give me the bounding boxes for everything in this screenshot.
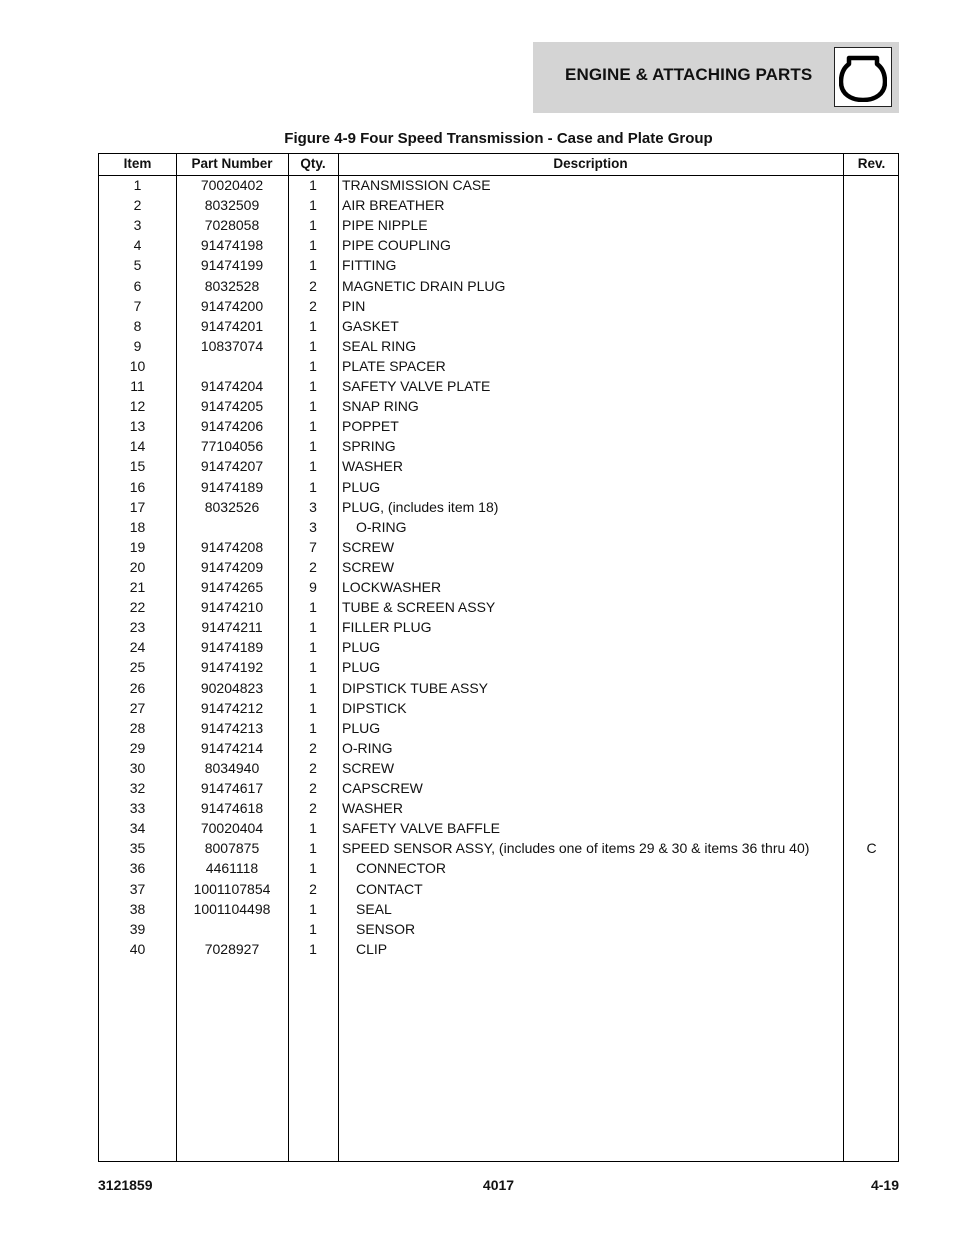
qty-cell: 3 bbox=[309, 498, 317, 515]
rev-cell bbox=[843, 919, 900, 939]
table-row bbox=[99, 235, 898, 255]
description-cell: PLATE SPACER bbox=[342, 357, 446, 374]
rev-cell bbox=[843, 276, 900, 296]
part-number-cell: 91474198 bbox=[200, 237, 264, 254]
description-cell: PIN bbox=[342, 297, 366, 314]
table-row bbox=[99, 215, 898, 235]
column-header-rev: Rev. bbox=[857, 156, 886, 171]
qty-cell: 1 bbox=[309, 398, 317, 415]
qty-cell: 1 bbox=[309, 378, 317, 394]
description-cell: AIR BREATHER bbox=[342, 197, 445, 214]
qty-cell: 1 bbox=[309, 197, 317, 214]
item-cell: 23 bbox=[129, 619, 146, 636]
qty-cell: 1 bbox=[309, 699, 317, 716]
item-cell: 8 bbox=[133, 317, 142, 334]
part-number-cell: 7028927 bbox=[204, 940, 260, 957]
part-number-cell: 91474209 bbox=[200, 558, 264, 575]
rev-cell bbox=[843, 879, 900, 899]
description-cell: PLUG, (includes item 18) bbox=[342, 498, 499, 515]
description-cell: DIPSTICK TUBE ASSY bbox=[342, 679, 489, 696]
item-cell: 34 bbox=[129, 820, 146, 837]
qty-cell: 2 bbox=[309, 277, 317, 294]
item-cell: 19 bbox=[129, 538, 146, 555]
rev-cell bbox=[843, 215, 900, 235]
part-number-cell: 91474214 bbox=[200, 739, 264, 756]
item-cell: 11 bbox=[130, 378, 145, 394]
qty-cell: 1 bbox=[309, 418, 317, 435]
item-cell: 36 bbox=[129, 860, 146, 877]
description-cell: SAFETY VALVE BAFFLE bbox=[342, 820, 500, 837]
qty-cell: 2 bbox=[309, 780, 317, 796]
rev-cell bbox=[843, 577, 900, 597]
part-number-cell: 4461118 bbox=[205, 860, 259, 877]
qty-cell: 7 bbox=[309, 538, 317, 555]
qty-cell: 1 bbox=[309, 840, 317, 857]
table-row bbox=[99, 557, 898, 577]
part-number-cell: 91474213 bbox=[200, 719, 264, 736]
qty-cell: 2 bbox=[309, 739, 317, 756]
rev-cell bbox=[843, 175, 900, 195]
description-cell: CAPSCREW bbox=[342, 780, 423, 796]
footer-page-number: 4-19 bbox=[870, 1177, 899, 1193]
description-cell: WASHER bbox=[342, 458, 403, 475]
item-cell: 10 bbox=[129, 357, 146, 374]
part-number-cell: 91474204 bbox=[200, 378, 264, 394]
description-cell: SEAL bbox=[356, 900, 392, 917]
part-number-cell: 90204823 bbox=[200, 679, 264, 696]
description-cell: SEAL RING bbox=[342, 337, 417, 354]
qty-cell: 2 bbox=[309, 297, 317, 314]
rev-cell bbox=[843, 738, 900, 758]
part-number-cell: 91474206 bbox=[200, 418, 264, 435]
part-number-cell: 77104056 bbox=[200, 438, 264, 455]
table-row bbox=[99, 416, 898, 436]
qty-cell: 1 bbox=[309, 337, 317, 354]
item-cell: 40 bbox=[129, 940, 146, 957]
part-number-cell: 1001104498 bbox=[193, 900, 271, 917]
table-row bbox=[99, 336, 898, 356]
item-cell: 28 bbox=[129, 719, 146, 736]
table-row bbox=[99, 497, 898, 517]
description-cell: CONTACT bbox=[356, 880, 423, 897]
part-number-cell: 91474207 bbox=[200, 458, 264, 475]
part-number-cell: 1001107854 bbox=[193, 880, 271, 897]
qty-cell: 1 bbox=[309, 317, 317, 334]
table-row bbox=[99, 195, 898, 215]
part-number-cell: 91474208 bbox=[200, 538, 264, 555]
table-row bbox=[99, 798, 898, 818]
item-cell: 3 bbox=[133, 217, 142, 234]
table-row bbox=[99, 899, 898, 919]
item-cell: 7 bbox=[133, 297, 142, 314]
item-cell: 12 bbox=[129, 398, 146, 415]
qty-cell: 2 bbox=[309, 880, 317, 897]
description-cell: SCREW bbox=[342, 538, 395, 555]
description-cell: SAFETY VALVE PLATE bbox=[342, 378, 491, 394]
rev-cell bbox=[843, 798, 900, 818]
table-row bbox=[99, 678, 898, 698]
table-row bbox=[99, 617, 898, 637]
part-number-cell bbox=[176, 356, 288, 376]
section-header bbox=[533, 42, 899, 113]
item-cell: 22 bbox=[129, 599, 146, 616]
table-row bbox=[99, 255, 898, 275]
description-cell: SPRING bbox=[342, 438, 396, 455]
qty-cell: 1 bbox=[309, 719, 317, 736]
rev-cell bbox=[843, 939, 900, 959]
qty-cell: 1 bbox=[309, 438, 317, 455]
item-cell: 5 bbox=[133, 257, 142, 274]
description-cell: O-RING bbox=[356, 518, 407, 535]
part-number-cell: 70020402 bbox=[200, 177, 264, 193]
table-row bbox=[99, 597, 898, 617]
item-cell: 13 bbox=[129, 418, 146, 435]
description-cell: PLUG bbox=[342, 478, 381, 495]
description-cell: FITTING bbox=[342, 257, 397, 274]
part-number-cell: 91474201 bbox=[200, 317, 264, 334]
table-row bbox=[99, 858, 898, 878]
part-number-cell: 7028058 bbox=[204, 217, 260, 234]
description-cell: MAGNETIC DRAIN PLUG bbox=[342, 277, 506, 294]
rev-cell: C bbox=[866, 840, 877, 857]
rev-cell bbox=[843, 698, 900, 718]
rev-cell bbox=[843, 456, 900, 476]
description-cell: POPPET bbox=[342, 418, 399, 435]
table-row bbox=[99, 637, 898, 657]
table-row bbox=[99, 175, 898, 195]
part-number-cell: 8032526 bbox=[204, 498, 260, 515]
item-cell: 16 bbox=[129, 478, 146, 495]
qty-cell: 1 bbox=[309, 679, 317, 696]
qty-cell: 2 bbox=[309, 759, 317, 776]
part-number-cell bbox=[176, 517, 288, 537]
table-row bbox=[99, 376, 898, 396]
qty-cell: 1 bbox=[309, 458, 317, 475]
table-row bbox=[99, 778, 898, 798]
rev-cell bbox=[843, 296, 900, 316]
description-cell: SNAP RING bbox=[342, 398, 419, 415]
rev-cell bbox=[843, 255, 900, 275]
rev-cell bbox=[843, 376, 900, 396]
table-row bbox=[99, 718, 898, 738]
section-title: ENGINE & ATTACHING PARTS bbox=[565, 65, 813, 84]
part-number-cell: 91474200 bbox=[200, 297, 264, 314]
table-row bbox=[99, 939, 898, 959]
part-number-cell: 91474189 bbox=[200, 639, 264, 656]
part-number-cell: 91474212 bbox=[200, 699, 264, 716]
rev-cell bbox=[843, 678, 900, 698]
rev-cell bbox=[843, 316, 900, 336]
table-row bbox=[99, 879, 898, 899]
rev-cell bbox=[843, 195, 900, 215]
part-number-cell: 91474618 bbox=[200, 800, 264, 817]
qty-cell: 1 bbox=[309, 478, 317, 495]
rev-cell bbox=[843, 537, 900, 557]
figure-title: Figure 4-9 Four Speed Transmission - Case and Plate Group bbox=[284, 130, 713, 147]
item-cell: 24 bbox=[129, 639, 146, 656]
item-cell: 37 bbox=[129, 880, 146, 897]
rev-cell bbox=[843, 356, 900, 376]
item-cell: 1 bbox=[133, 177, 142, 193]
item-cell: 15 bbox=[129, 458, 146, 475]
description-cell: PIPE COUPLING bbox=[342, 237, 451, 254]
table-row bbox=[99, 537, 898, 557]
part-number-cell: 91474617 bbox=[200, 780, 264, 796]
part-number-cell: 10837074 bbox=[200, 337, 264, 354]
part-number-cell: 91474199 bbox=[200, 257, 264, 274]
qty-cell: 1 bbox=[309, 659, 317, 676]
qty-cell: 1 bbox=[309, 639, 317, 656]
column-header-qty: Qty. bbox=[300, 156, 326, 171]
part-number-cell: 91474192 bbox=[200, 659, 264, 676]
description-cell: FILLER PLUG bbox=[342, 619, 432, 636]
rev-cell bbox=[843, 396, 900, 416]
part-number-cell: 8007875 bbox=[204, 840, 260, 857]
qty-cell: 3 bbox=[309, 518, 317, 535]
part-number-cell: 91474189 bbox=[200, 478, 264, 495]
qty-cell: 2 bbox=[309, 800, 317, 817]
description-cell: O-RING bbox=[342, 739, 393, 756]
item-cell: 35 bbox=[129, 840, 146, 857]
item-cell: 27 bbox=[129, 699, 146, 716]
table-row bbox=[99, 818, 898, 838]
item-cell: 33 bbox=[129, 800, 146, 817]
rev-cell bbox=[843, 235, 900, 255]
item-cell: 25 bbox=[129, 659, 146, 676]
qty-cell: 1 bbox=[309, 177, 317, 193]
table-row bbox=[99, 698, 898, 718]
description-cell: SPEED SENSOR ASSY, (includes one of items 29 & 30 & items 36 thru 40) bbox=[342, 840, 810, 857]
table-row bbox=[99, 456, 898, 476]
item-cell: 32 bbox=[129, 780, 146, 796]
part-number-cell: 8032509 bbox=[204, 197, 260, 214]
table-row bbox=[99, 276, 898, 296]
rev-cell bbox=[843, 557, 900, 577]
item-cell: 9 bbox=[133, 337, 142, 354]
rev-cell bbox=[843, 637, 900, 657]
qty-cell: 1 bbox=[309, 860, 317, 877]
description-cell: DIPSTICK bbox=[342, 699, 407, 716]
rev-cell bbox=[843, 597, 900, 617]
part-number-cell: 91474210 bbox=[200, 599, 264, 616]
table-row bbox=[99, 657, 898, 677]
description-cell: PIPE NIPPLE bbox=[342, 217, 428, 234]
column-header-part-number: Part Number bbox=[191, 156, 273, 171]
part-number-cell: 91474211 bbox=[201, 619, 263, 636]
rev-cell bbox=[843, 336, 900, 356]
rev-cell bbox=[843, 497, 900, 517]
rev-cell bbox=[843, 477, 900, 497]
footer-doc-number: 3121859 bbox=[98, 1177, 153, 1193]
table-row bbox=[99, 477, 898, 497]
rev-cell bbox=[843, 416, 900, 436]
rev-cell bbox=[843, 617, 900, 637]
description-cell: SCREW bbox=[342, 759, 395, 776]
description-cell: SCREW bbox=[342, 558, 395, 575]
engine-icon bbox=[834, 47, 892, 107]
item-cell: 2 bbox=[133, 197, 142, 214]
part-number-cell: 91474205 bbox=[200, 398, 264, 415]
table-row bbox=[99, 356, 898, 376]
table-row bbox=[99, 517, 898, 537]
part-number-cell bbox=[176, 919, 288, 939]
table-row bbox=[99, 577, 898, 597]
rev-cell bbox=[843, 818, 900, 838]
qty-cell: 2 bbox=[309, 558, 317, 575]
table-row bbox=[99, 738, 898, 758]
item-cell: 20 bbox=[129, 558, 146, 575]
rev-cell bbox=[843, 657, 900, 677]
item-cell: 30 bbox=[129, 759, 146, 776]
description-cell: TUBE & SCREEN ASSY bbox=[342, 599, 496, 616]
description-cell: CLIP bbox=[356, 940, 388, 957]
description-cell: CONNECTOR bbox=[356, 860, 446, 877]
footer-model: 4017 bbox=[482, 1177, 515, 1193]
qty-cell: 1 bbox=[309, 920, 317, 937]
part-number-cell: 8032528 bbox=[204, 277, 260, 294]
rev-cell bbox=[843, 858, 900, 878]
item-cell: 39 bbox=[129, 920, 146, 937]
qty-cell: 1 bbox=[309, 619, 317, 636]
description-cell: TRANSMISSION CASE bbox=[342, 177, 491, 193]
item-cell: 6 bbox=[133, 277, 142, 294]
item-cell: 4 bbox=[133, 237, 142, 254]
rev-cell bbox=[843, 436, 900, 456]
table-row bbox=[99, 758, 898, 778]
description-cell: GASKET bbox=[342, 317, 399, 334]
description-cell: PLUG bbox=[342, 719, 381, 736]
description-cell: SENSOR bbox=[356, 920, 416, 937]
table-row bbox=[99, 919, 898, 939]
rev-cell bbox=[843, 758, 900, 778]
description-cell: WASHER bbox=[342, 800, 403, 817]
item-cell: 26 bbox=[129, 679, 146, 696]
qty-cell: 9 bbox=[309, 579, 317, 595]
qty-cell: 1 bbox=[309, 900, 317, 917]
table-row bbox=[99, 396, 898, 416]
item-cell: 17 bbox=[129, 498, 146, 515]
qty-cell: 1 bbox=[309, 940, 317, 957]
qty-cell: 1 bbox=[309, 217, 317, 234]
qty-cell: 1 bbox=[309, 357, 317, 374]
column-header-item: Item bbox=[123, 156, 152, 171]
description-cell: PLUG bbox=[342, 639, 381, 656]
description-cell: LOCKWASHER bbox=[342, 579, 442, 595]
qty-cell: 1 bbox=[309, 820, 317, 837]
rev-cell bbox=[843, 778, 900, 798]
description-cell: PLUG bbox=[342, 659, 381, 676]
rev-cell bbox=[843, 517, 900, 537]
table-row bbox=[99, 316, 898, 336]
qty-cell: 1 bbox=[309, 599, 317, 616]
qty-cell: 1 bbox=[309, 257, 317, 274]
part-number-cell: 91474265 bbox=[200, 579, 264, 595]
part-number-cell: 8034940 bbox=[204, 759, 260, 776]
parts-table bbox=[98, 153, 899, 1162]
table-row bbox=[99, 838, 898, 858]
table-row bbox=[99, 296, 898, 316]
qty-cell: 1 bbox=[309, 237, 317, 254]
rev-cell bbox=[843, 718, 900, 738]
item-cell: 29 bbox=[129, 739, 146, 756]
item-cell: 21 bbox=[129, 579, 146, 595]
rev-cell bbox=[843, 899, 900, 919]
item-cell: 38 bbox=[129, 900, 146, 917]
table-row bbox=[99, 436, 898, 456]
column-header-description: Description bbox=[553, 156, 628, 171]
item-cell: 14 bbox=[129, 438, 146, 455]
item-cell: 18 bbox=[129, 518, 146, 535]
part-number-cell: 70020404 bbox=[200, 820, 264, 837]
